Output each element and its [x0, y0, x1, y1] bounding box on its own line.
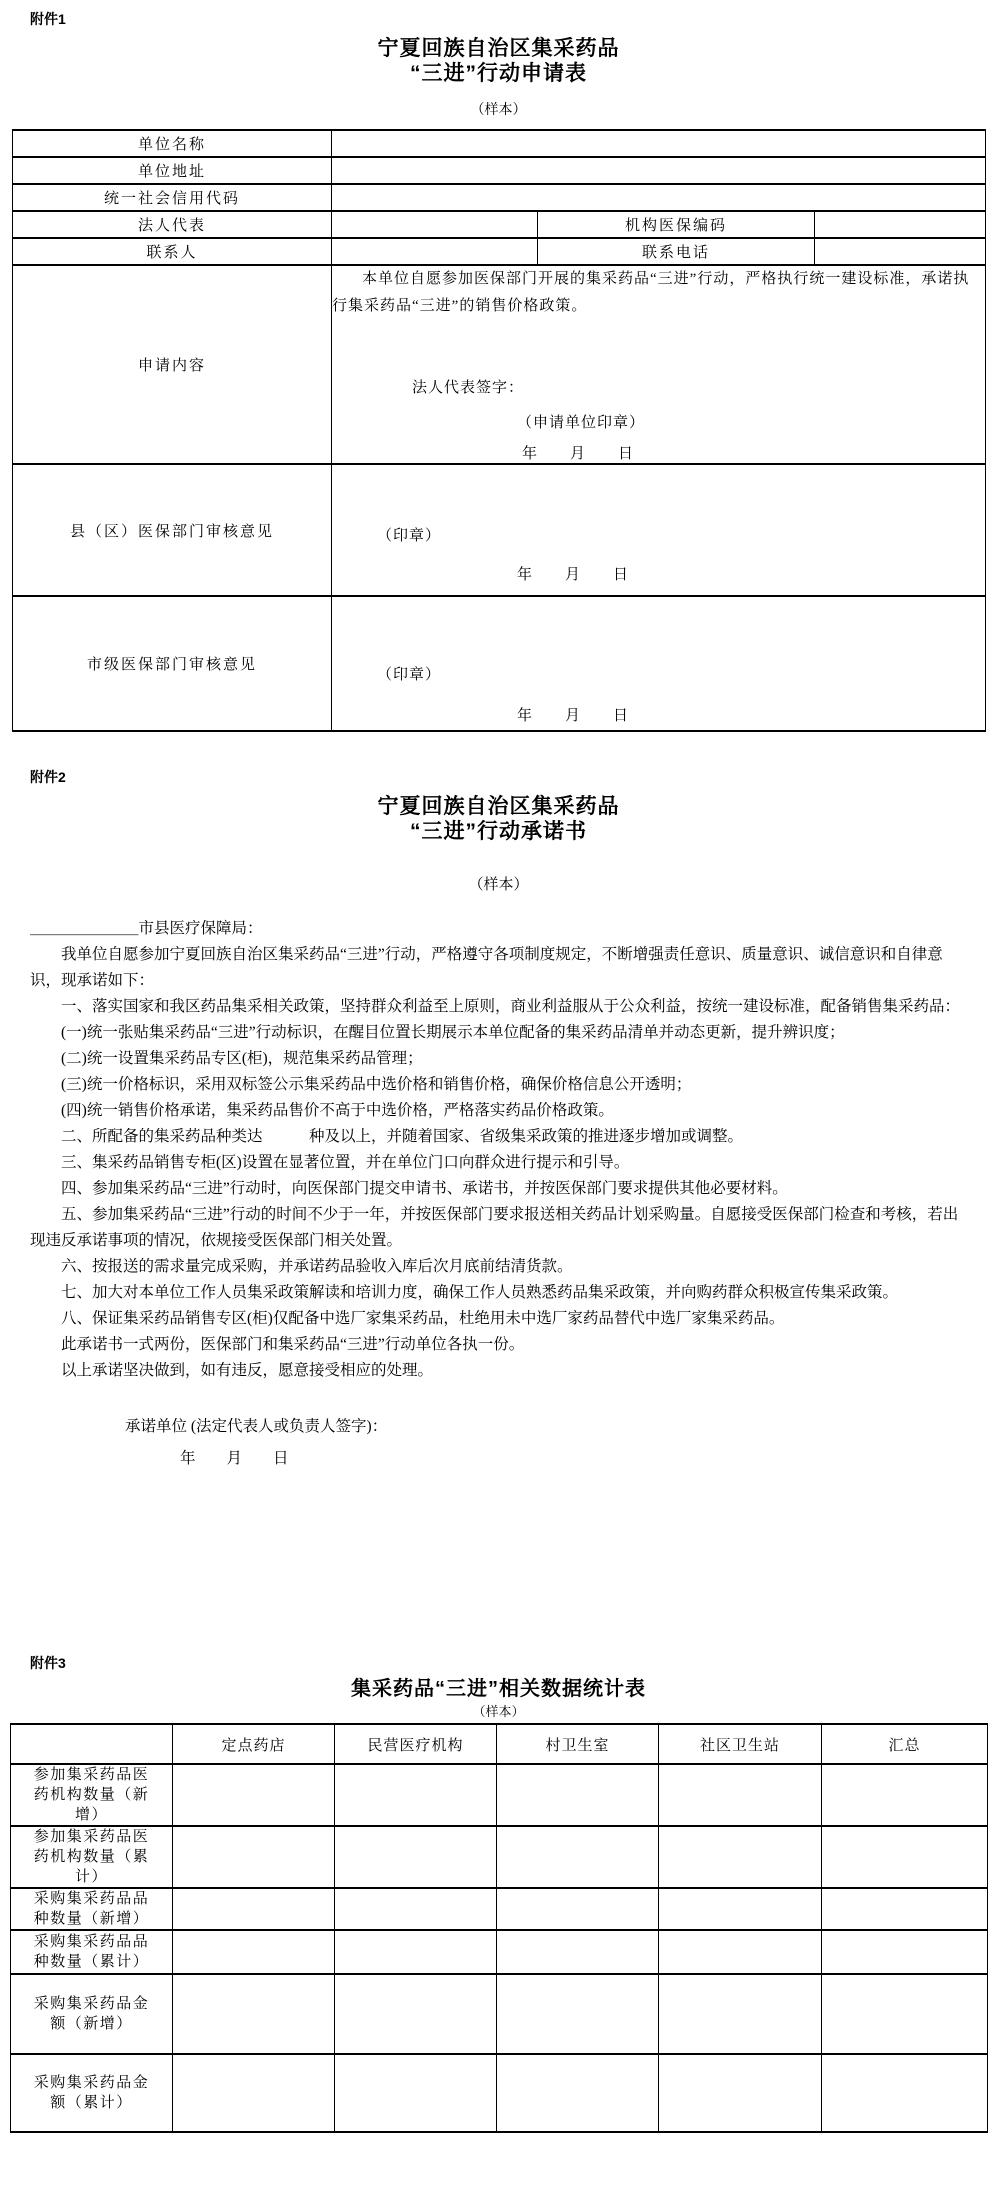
data-cell	[497, 1826, 659, 1888]
data-cell	[497, 1974, 659, 2054]
phone-value-cell	[815, 238, 986, 265]
data-cell	[659, 1974, 822, 2054]
letter-paragraph: 四、参加集采药品“三进”行动时，向医保部门提交申请书、承诺书，并按医保部门要求提供其他必要材料。	[61, 1180, 788, 1197]
table-row	[11, 2054, 988, 2132]
city-review-label: 市级医保部门审核意见	[13, 596, 332, 731]
letter-paragraph: (一)统一张贴集采药品“三进”行动标识，在醒目位置长期展示本单位配备的集采药品清单并动态更新，提升辨识度；	[61, 1024, 845, 1041]
column-header-village-clinic: 村卫生室	[497, 1724, 659, 1764]
attachment2-tag: 附件2	[30, 769, 66, 785]
row-label-varieties-new: 采购集采药品品种数量（新增）	[11, 1888, 173, 1930]
table-header-row	[11, 1724, 988, 1764]
data-cell	[659, 1826, 822, 1888]
org-insurance-code-label: 机构医保编码	[538, 211, 815, 238]
city-date-line: 年 月 日	[517, 707, 630, 724]
statistics-table	[10, 1723, 988, 2133]
data-cell	[335, 1826, 497, 1888]
column-header-private-medical: 民营医疗机构	[335, 1724, 497, 1764]
table-row	[13, 265, 986, 464]
table-row	[13, 211, 986, 238]
data-cell	[173, 1888, 335, 1930]
data-cell	[497, 1888, 659, 1930]
attachment1-title-line2: “三进”行动申请表	[410, 62, 587, 85]
row-label-institutions-new: 参加集采药品医药机构数量（新增）	[11, 1764, 173, 1826]
contact-value-cell	[332, 238, 538, 265]
data-cell	[822, 1888, 988, 1930]
row-label-varieties-cumulative: 采购集采药品品种数量（累计）	[11, 1930, 173, 1974]
table-row	[13, 596, 986, 731]
letter-paragraph: 二、所配备的集采药品种类达 种及以上，并随着国家、省级集采政策的推进逐步增加或调整。	[61, 1128, 744, 1145]
legal-rep-value-cell	[332, 211, 538, 238]
attachment2-sample-label: （样本）	[468, 877, 529, 893]
contact-label: 联系人	[13, 238, 332, 265]
data-cell	[173, 1826, 335, 1888]
county-date-line: 年 月 日	[517, 567, 630, 583]
county-seal-note: （印章）	[377, 528, 442, 544]
data-cell	[173, 1930, 335, 1974]
attachment2-title-line2: “三进”行动承诺书	[410, 820, 587, 843]
attachment3-sample-label: （样本）	[472, 1704, 525, 1719]
credit-code-value-cell	[332, 184, 986, 211]
letter-paragraph: 七、加大对本单位工作人员集采政策解读和培训力度，确保工作人员熟悉药品集采政策，并向购药群众积极宣传集采政策。	[61, 1284, 899, 1301]
phone-label: 联系电话	[538, 238, 815, 265]
commitment-letter-body	[30, 916, 970, 1384]
letter-paragraph: 一、落实国家和我区药品集采相关政策，坚持群众利益至上原则，商业利益服从于公众利益，按统一建设标准，配备销售集采药品：	[61, 998, 961, 1015]
table-row	[11, 1930, 988, 1974]
apply-unit-seal-note: （申请单位印章）	[517, 415, 646, 431]
letter-paragraph: 三、集采药品销售专柜(区)设置在显著位置，并在单位门口向群众进行提示和引导。	[61, 1154, 630, 1171]
row-label-amount-cumulative: 采购集采药品金额（累计）	[11, 2054, 173, 2132]
row-label-institutions-cumulative: 参加集采药品医药机构数量（累计）	[11, 1826, 173, 1888]
commitment-unit-signature-line: 承诺单位 (法定代表人或负责人签字)：	[125, 1418, 388, 1435]
data-cell	[822, 1930, 988, 1974]
letter-paragraph: 此承诺书一式两份，医保部门和集采药品“三进”行动单位各执一份。	[61, 1336, 525, 1353]
data-cell	[822, 2054, 988, 2132]
apply-content-label: 申请内容	[13, 265, 332, 464]
apply-content-cell	[332, 265, 986, 464]
salutation-blank-underline: ＿＿＿＿＿＿＿	[30, 920, 139, 937]
attachment3-tag: 附件3	[30, 1655, 66, 1671]
row-label-amount-new: 采购集采药品金额（新增）	[11, 1974, 173, 2054]
table-row	[11, 1764, 988, 1826]
legal-rep-signature-line: 法人代表签字：	[412, 380, 525, 396]
unit-address-value-cell	[332, 157, 986, 184]
corner-header-cell	[11, 1724, 173, 1764]
apply-date-line: 年 月 日	[522, 446, 635, 462]
data-cell	[497, 1930, 659, 1974]
column-header-community-station: 社区卫生站	[659, 1724, 822, 1764]
table-row	[13, 464, 986, 596]
letter-paragraph: 以上承诺坚决做到，如有违反，愿意接受相应的处理。	[61, 1362, 434, 1379]
unit-address-label: 单位地址	[13, 157, 332, 184]
letter-paragraph: (三)统一价格标识，采用双标签公示集采药品中选价格和销售价格，确保价格信息公开透明；	[61, 1076, 692, 1093]
table-row	[11, 1974, 988, 2054]
data-cell	[335, 1974, 497, 2054]
data-cell	[822, 1826, 988, 1888]
letter-paragraph: (二)统一设置集采药品专区(柜)，规范集采药品管理；	[61, 1050, 423, 1067]
city-review-cell	[332, 596, 986, 731]
salutation-line	[30, 916, 970, 942]
data-cell	[659, 1930, 822, 1974]
table-row	[11, 1888, 988, 1930]
unit-name-value-cell	[332, 130, 986, 157]
table-row	[13, 184, 986, 211]
attachment3-title: 集采药品“三进”相关数据统计表	[351, 1678, 646, 1700]
data-cell	[497, 2054, 659, 2132]
column-header-total: 汇总	[822, 1724, 988, 1764]
column-header-pharmacy: 定点药店	[173, 1724, 335, 1764]
data-cell	[822, 1764, 988, 1826]
legal-rep-label: 法人代表	[13, 211, 332, 238]
data-cell	[335, 2054, 497, 2132]
letter-paragraph: 六、按报送的需求量完成采购，并承诺药品验收入库后次月底前结清货款。	[61, 1258, 573, 1275]
data-cell	[822, 1974, 988, 2054]
letter-paragraph: 我单位自愿参加宁夏回族自治区集采药品“三进”行动，严格遵守各项制度规定，不断增强责任意识、质量意识、诚信意识和自律意识，现承诺如下：	[30, 946, 943, 989]
credit-code-label: 统一社会信用代码	[13, 184, 332, 211]
attachment1-sample-label: （样本）	[470, 103, 527, 118]
data-cell	[335, 1888, 497, 1930]
county-review-label: 县（区）医保部门审核意见	[13, 464, 332, 596]
data-cell	[173, 1974, 335, 2054]
table-row	[13, 157, 986, 184]
attachment1-title-line1: 宁夏回族自治区集采药品	[377, 37, 620, 60]
letter-paragraph: 八、保证集采药品销售专区(柜)仅配备中选厂家集采药品，杜绝用未中选厂家药品替代中选厂家集采药品。	[61, 1310, 785, 1327]
data-cell	[173, 2054, 335, 2132]
city-seal-note: （印章）	[377, 666, 442, 683]
data-cell	[335, 1930, 497, 1974]
letter-paragraph: 五、参加集采药品“三进”行动的时间不少于一年，并按医保部门要求报送相关药品计划采购量。自愿接受医保部门检查和考核，若出现违反承诺事项的情况，依规接受医保部门相关处置。	[30, 1206, 959, 1249]
data-cell	[659, 2054, 822, 2132]
unit-name-label: 单位名称	[13, 130, 332, 157]
data-cell	[497, 1764, 659, 1826]
attachment2-title-line1: 宁夏回族自治区集采药品	[377, 795, 620, 818]
data-cell	[659, 1764, 822, 1826]
county-review-cell	[332, 464, 986, 596]
table-row	[11, 1826, 988, 1888]
data-cell	[335, 1764, 497, 1826]
data-cell	[659, 1888, 822, 1930]
application-form-table	[12, 129, 986, 732]
attachment1-tag: 附件1	[30, 11, 66, 27]
table-row	[13, 130, 986, 157]
letter-paragraph: (四)统一销售价格承诺，集采药品售价不高于中选价格，严格落实药品价格政策。	[61, 1102, 614, 1119]
data-cell	[173, 1764, 335, 1826]
org-insurance-code-value-cell	[815, 211, 986, 238]
commitment-date-line: 年 月 日	[180, 1450, 289, 1467]
apply-content-text: 本单位自愿参加医保部门开展的集采药品“三进”行动，严格执行统一建设标准，承诺执行集采药品“三进”的销售价格政策。	[332, 271, 970, 314]
salutation-text: 市县医疗保障局：	[138, 920, 263, 937]
table-row	[13, 238, 986, 265]
